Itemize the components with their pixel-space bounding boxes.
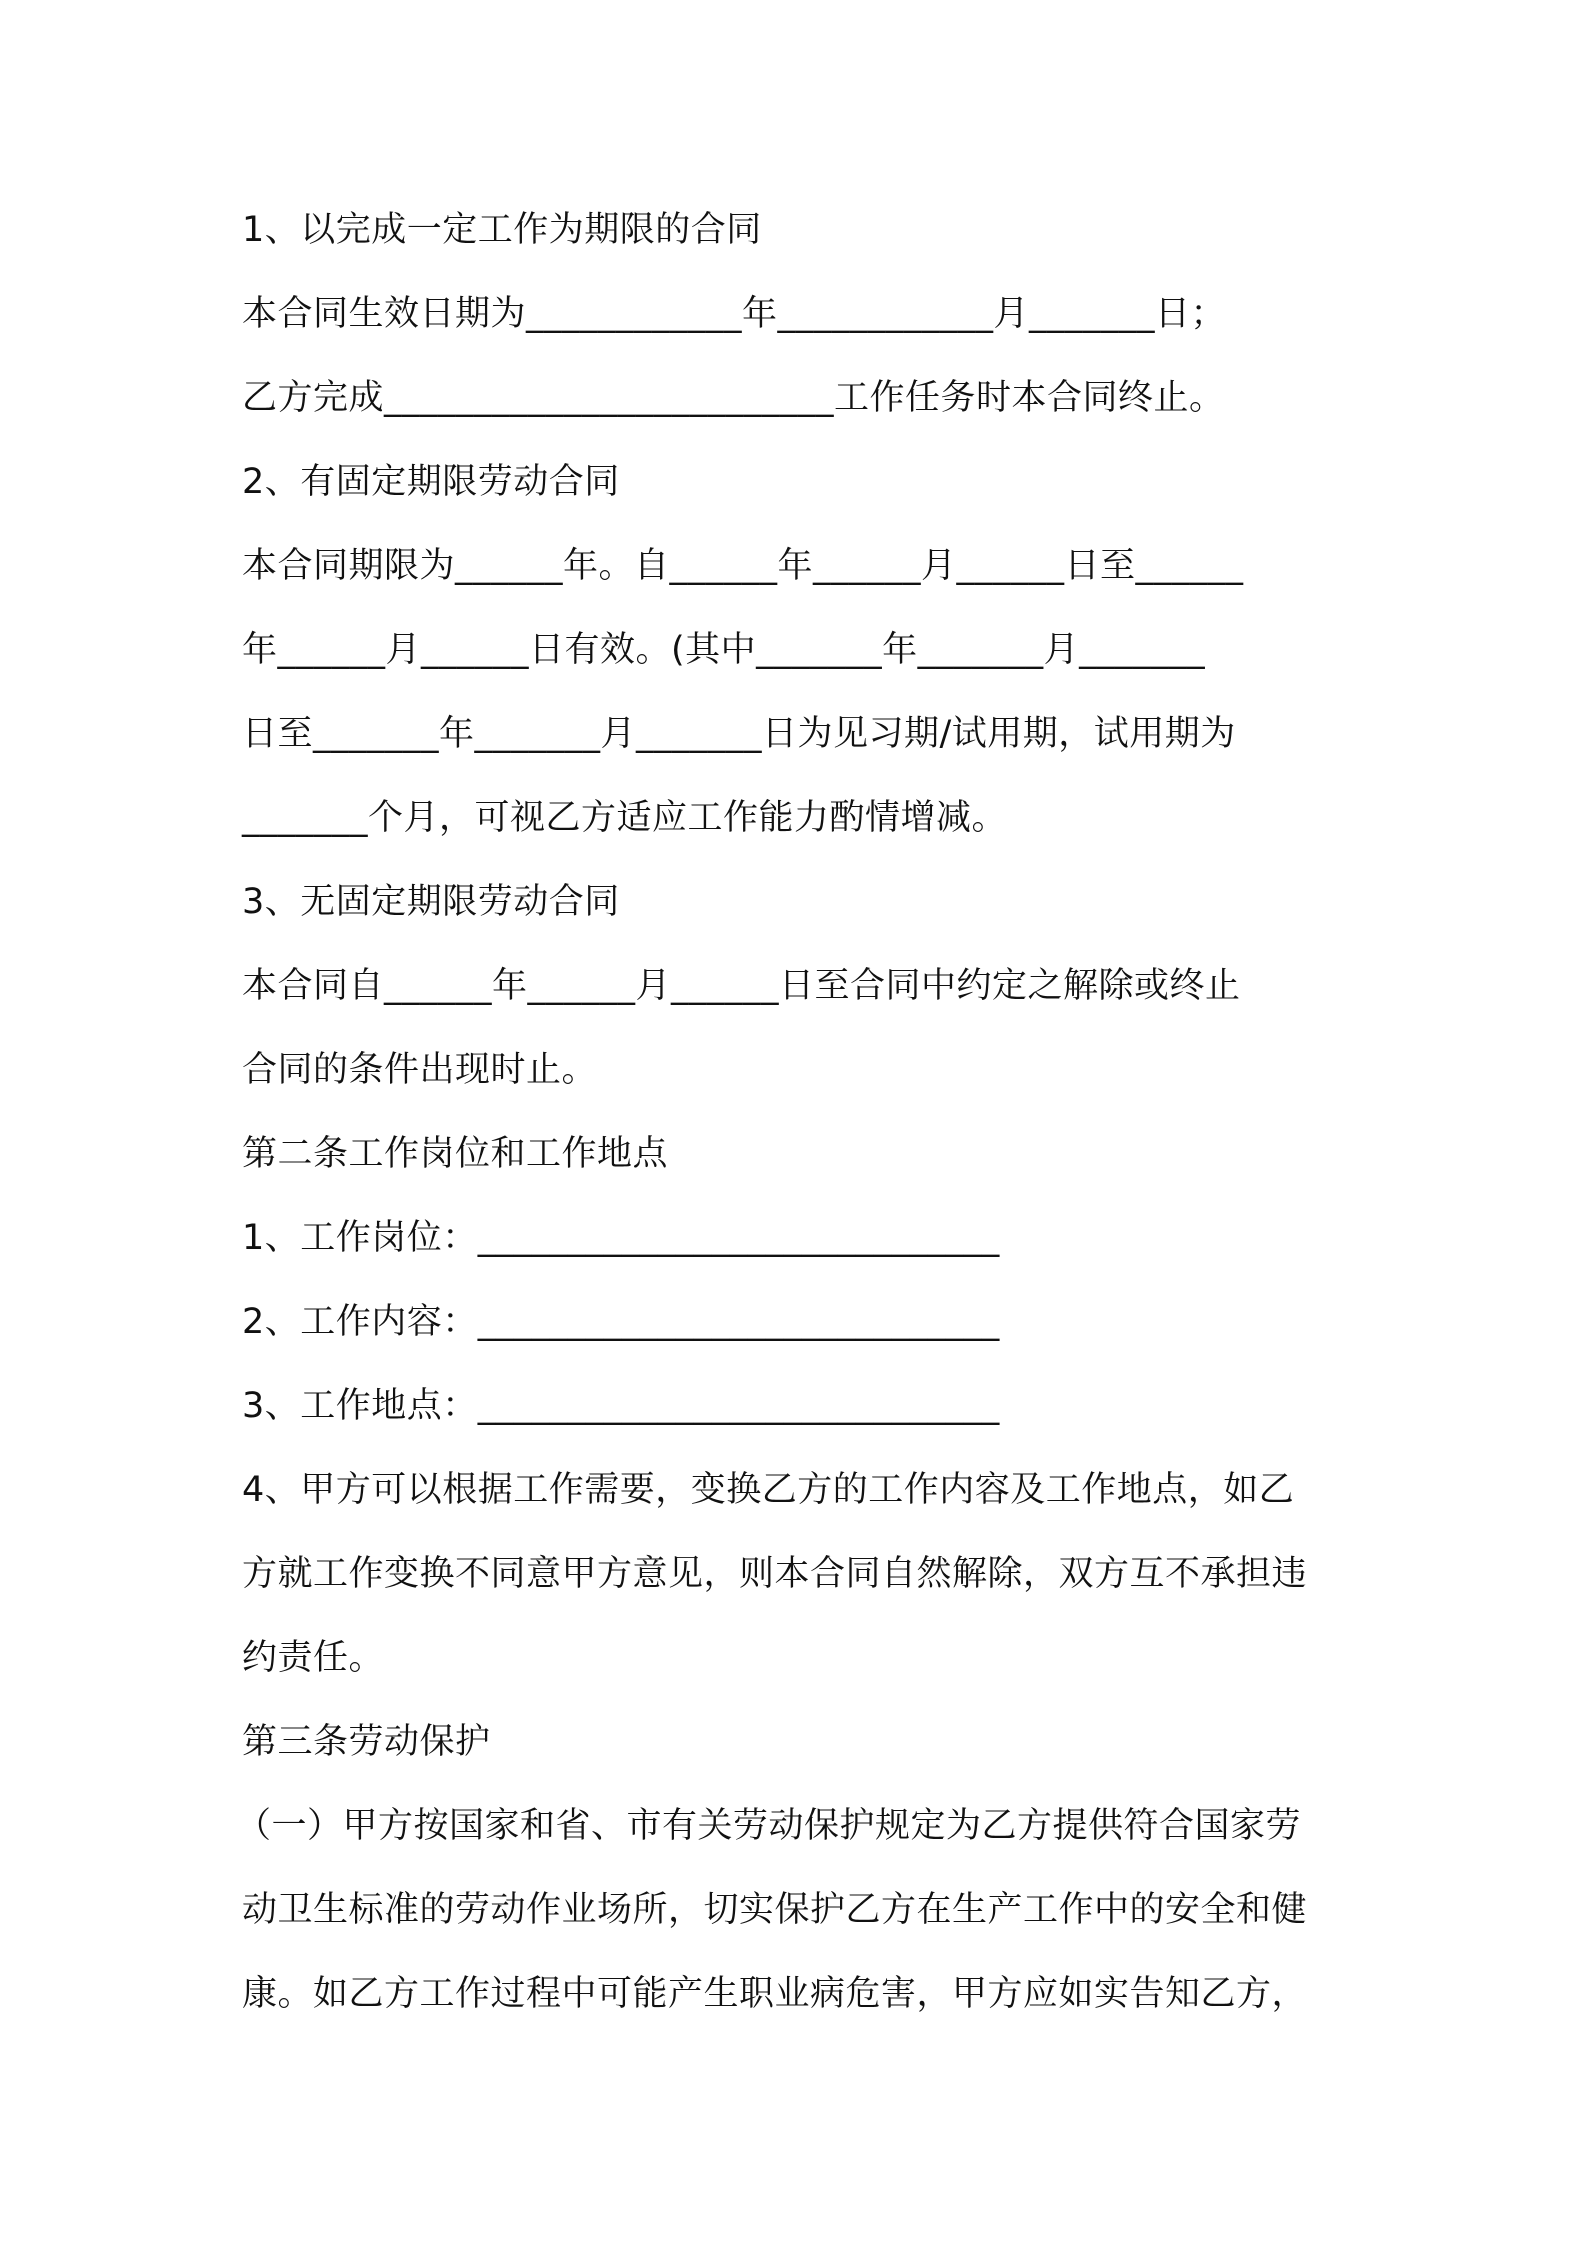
labor-protection-line-3: 康。如乙方工作过程中可能产生职业病危害，甲方应如实告知乙方， xyxy=(242,1974,1308,2014)
labor-protection-line-2: 动卫生标准的劳动作业场所，切实保护乙方在生产工作中的安全和健 xyxy=(242,1890,1308,1930)
job-change-line-3: 约责任。 xyxy=(242,1638,385,1678)
job-content-line: 2、工作内容：_____________________________ xyxy=(242,1302,1000,1342)
fixed-term-line-3: 日至_______年_______月_______日为见习期/试用期，试用期为 xyxy=(242,714,1236,754)
task-completion-line: 乙方完成_________________________工作任务时本合同终止。 xyxy=(242,378,1225,418)
fixed-term-line-2: 年______月______日有效。(其中_______年_______月_______ xyxy=(242,630,1206,670)
job-location-line: 3、工作地点：_____________________________ xyxy=(242,1386,1000,1426)
open-term-line-1: 本合同自______年______月______日至合同中约定之解除或终止 xyxy=(242,966,1241,1006)
open-term-line-2: 合同的条件出现时止。 xyxy=(242,1050,598,1090)
job-change-line-1: 4、甲方可以根据工作需要，变换乙方的工作内容及工作地点，如乙 xyxy=(242,1470,1295,1510)
job-position-line: 1、工作岗位：_____________________________ xyxy=(242,1218,1000,1258)
effective-date-line: 本合同生效日期为____________年____________月_______日； xyxy=(242,294,1227,334)
fixed-term-line-4: _______个月，可视乙方适应工作能力酌情增减。 xyxy=(242,798,1008,838)
article-3-heading: 第三条劳动保护 xyxy=(242,1722,491,1762)
contract-type-1-heading: 1、以完成一定工作为期限的合同 xyxy=(242,210,762,250)
contract-type-2-heading: 2、有固定期限劳动合同 xyxy=(242,462,620,502)
contract-type-3-heading: 3、无固定期限劳动合同 xyxy=(242,882,620,922)
labor-protection-line-1: （一）甲方按国家和省、市有关劳动保护规定为乙方提供符合国家劳 xyxy=(236,1806,1302,1846)
article-2-heading: 第二条工作岗位和工作地点 xyxy=(242,1134,669,1174)
fixed-term-line-1: 本合同期限为______年。自______年______月______日至______ xyxy=(242,546,1244,586)
job-change-line-2: 方就工作变换不同意甲方意见，则本合同自然解除，双方互不承担违 xyxy=(242,1554,1308,1594)
